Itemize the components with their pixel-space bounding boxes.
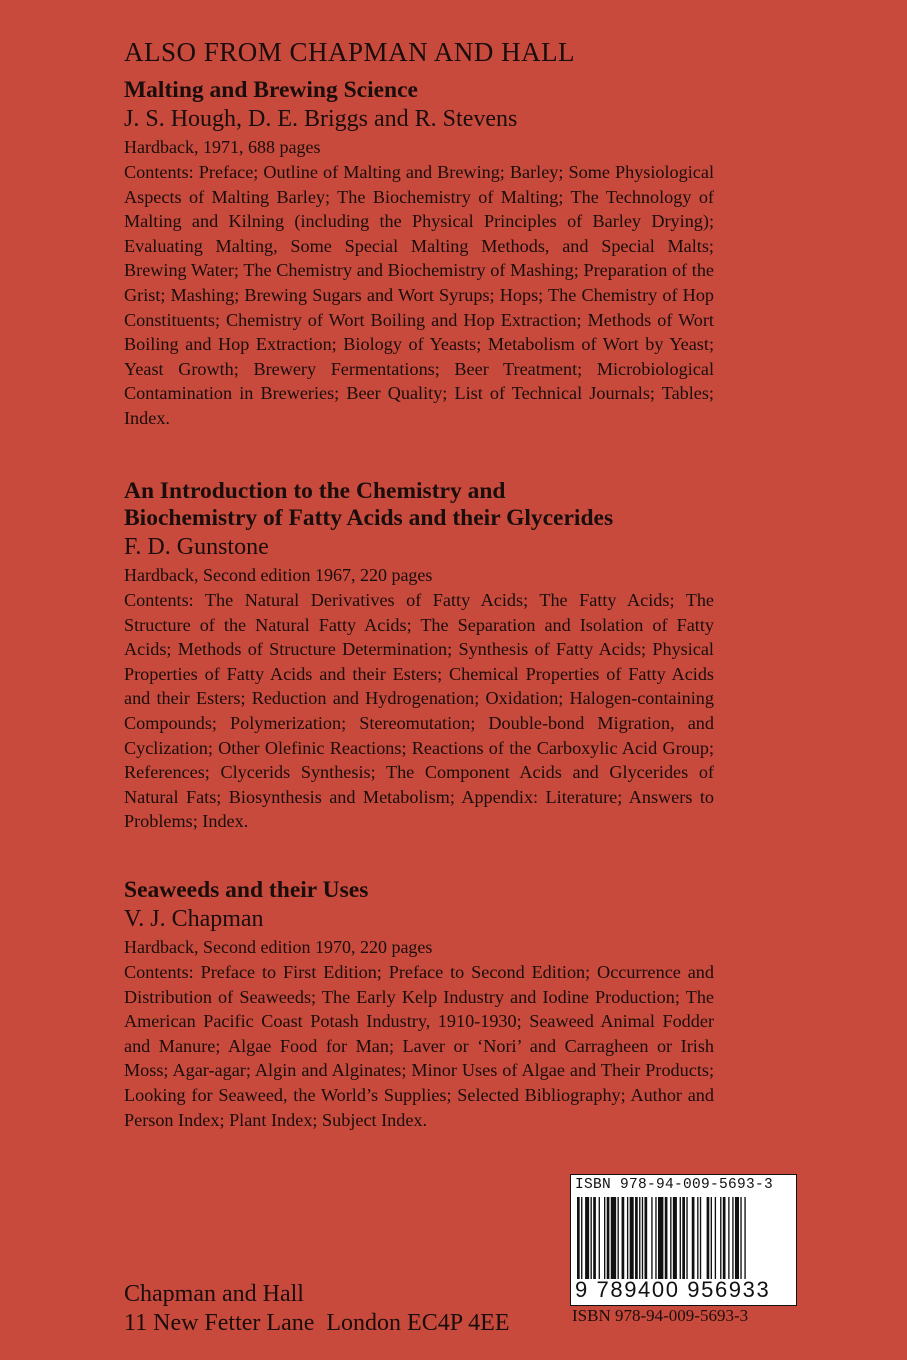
barcode-bar	[585, 1197, 589, 1279]
barcode-bar	[673, 1197, 677, 1279]
book-edition: Hardback, Second edition 1967, 220 pages	[124, 565, 433, 585]
book-title-line-2: Biochemistry of Fatty Acids and their Glycerides	[124, 505, 614, 531]
barcode-bar	[630, 1197, 634, 1279]
barcode-bar	[720, 1197, 721, 1279]
barcode-bar	[735, 1197, 739, 1279]
barcode-bar	[593, 1197, 596, 1279]
series-heading: ALSO FROM CHAPMAN AND HALL	[124, 37, 576, 67]
book-title: Malting and Brewing Science	[124, 77, 418, 103]
barcode-bar	[607, 1197, 610, 1279]
book-entry	[124, 877, 714, 1132]
barcode-bar	[665, 1197, 668, 1279]
book-entry	[124, 77, 714, 431]
publisher-block	[124, 1280, 509, 1338]
book-title: Seaweeds and their Uses	[124, 877, 369, 903]
barcode-bar	[715, 1197, 716, 1279]
barcode-bar	[635, 1197, 638, 1279]
barcode-bar	[599, 1197, 600, 1279]
book-edition: Hardback, Second edition 1970, 220 pages	[124, 937, 433, 957]
barcode-bar	[581, 1197, 582, 1279]
barcode-bar	[744, 1197, 745, 1279]
book-authors: F. D. Gunstone	[124, 534, 269, 560]
book-contents: Contents: Preface to First Edition; Preface to Second Edition; Occurrence and Distribution of Seaweeds; The Early Kelp Industry and Iodine Production; The American Pacific Coast Potash Industry, 1910-1930; Seaweed Animal Fodder and Manure; Algae Food for Man; Laver or ‘Nori’ and Carragheen or Irish Moss; Agar-agar; Algin and Alginates; Minor Uses of Algae and Their Products; Looking for Seaweed, the World’s Supplies; Selected Bibliography; Author and Person Index; Plant Index; Subject Index.	[124, 962, 714, 1130]
barcode-bar	[655, 1197, 656, 1279]
barcode-digits: 9 789400 956933	[575, 1277, 771, 1302]
barcode-bar	[639, 1197, 640, 1279]
barcode-bar	[604, 1197, 605, 1279]
publisher-name: Chapman and Hall	[124, 1281, 304, 1307]
book-contents: Contents: The Natural Derivatives of Fatty Acids; The Fatty Acids; The Structure of the Natural Fatty Acids; The Separation and Isolation of Fatty Acids; Methods of Structure Determination; Synthesis of Fatty Acids; Physical Properties of Fatty Acids and their Esters; Chemical Properties of Fatty Acids and their Esters; Reduction and Hydrogenation; Oxidation; Halogen-containing Compounds; Polymerization; Stereomutation; Double-bond Migration, and Cyclization; Other Olefinic Reactions; Reactions of the Carboxylic Acid Group; References; Clycerids Synthesis; The Component Acids and Glycerides of Natural Fats; Biosynthesis and Metabolism; Appendix: Literature; Answers to Problems; Index.	[124, 590, 714, 832]
barcode-bar	[692, 1197, 695, 1279]
barcode-bar	[686, 1197, 687, 1279]
book-edition: Hardback, 1971, 688 pages	[124, 137, 321, 157]
barcode-bar	[651, 1197, 652, 1279]
barcode-bar	[732, 1197, 733, 1279]
publisher-address: 11 New Fetter Lane London EC4P 4EE	[124, 1310, 510, 1336]
barcode-bar	[622, 1197, 625, 1279]
barcode-bar	[711, 1197, 712, 1279]
book-title-line-1: An Introduction to the Chemistry and	[124, 478, 506, 504]
barcode-bar	[697, 1197, 698, 1279]
barcode-bar	[577, 1197, 580, 1279]
barcode-bar	[611, 1197, 616, 1279]
book-contents: Contents: Preface; Outline of Malting and Brewing; Barley; Some Physiological Aspects of Malting Barley; The Biochemistry of Malting; The Technology of Malting and Kilning (including the Physical Principles of Barley Drying); Evaluating Malting, Some Special Malting Methods, and Special Malts; Brewing Water; The Chemistry and Biochemistry of Mashing; Preparation of the Grist; Mashing; Brewing Sugars and Wort Syrups; Hops; The Chemistry of Hop Constituents; Chemistry of Wort Boiling and Hop Extraction; Methods of Wort Boiling and Hop Extraction; Biology of Yeasts; Metabolism of Wort by Yeast; Yeast Growth; Brewery Fermentations; Beer Treatment; Microbiological Contamination in Breweries; Beer Quality; List of Technical Journals; Tables; Index.	[124, 162, 714, 428]
barcode-bar	[700, 1197, 701, 1279]
book-entry	[124, 478, 714, 834]
barcode-isbn-text: ISBN 978-94-009-5693-3	[575, 1177, 774, 1193]
barcode-bar	[627, 1197, 628, 1279]
barcode-bar	[618, 1197, 619, 1279]
barcode-bar	[680, 1197, 681, 1279]
barcode-bar	[670, 1197, 671, 1279]
barcode-bar	[723, 1197, 726, 1279]
barcode-bar	[728, 1197, 729, 1279]
book-authors: J. S. Hough, D. E. Briggs and R. Stevens	[124, 106, 518, 132]
barcode-bar	[642, 1197, 643, 1279]
book-authors: V. J. Chapman	[124, 906, 264, 932]
barcode-bar	[740, 1197, 741, 1279]
barcode-bar	[658, 1197, 663, 1279]
barcode-bar	[645, 1197, 648, 1279]
barcode-bar	[591, 1197, 592, 1279]
barcode-label	[570, 1174, 797, 1306]
barcode-bar	[707, 1197, 710, 1279]
barcode-bars	[575, 1197, 792, 1279]
isbn-number: ISBN 978-94-009-5693-3	[572, 1306, 749, 1325]
barcode-bar	[682, 1197, 685, 1279]
